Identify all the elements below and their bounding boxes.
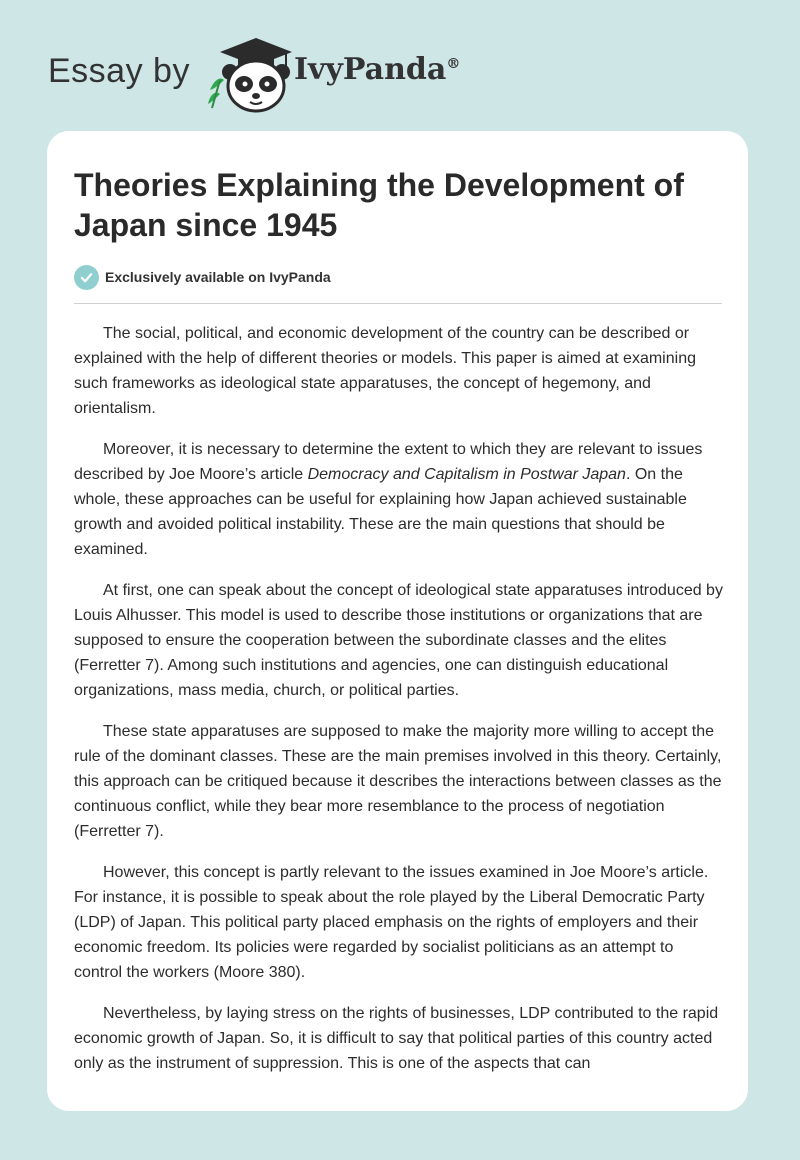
paragraph-1: The social, political, and economic development of the country can be described or explained with the help of different theories or models. This paper is aimed at examining such frameworks as ideological state apparatuses, the concept of hegemony, and orientalism.	[74, 325, 696, 417]
trademark-mark: ®	[446, 56, 461, 72]
check-circle-icon	[74, 265, 99, 290]
paragraph-4: These state apparatuses are supposed to make the majority more willing to accept the rule of the dominant classes. These are the main premises involved in this theory. Certainly, this approach can be critiqued because it describes the interactions between classes as the continuous conflict, while they bear more resemblance to the process of negotiation (Ferretter 7).	[74, 723, 722, 840]
paragraph-2-text-end: . On the whole, these approaches can be useful for explaining how Japan achieved sustainable growth and avoided political instability. These are the main questions that should be examined.	[74, 466, 687, 558]
article-title: Democracy and Capitalism in Postwar Japan	[307, 466, 626, 483]
essay-card	[47, 131, 748, 1111]
brand-name[interactable]	[294, 52, 460, 87]
paragraph-6: Nevertheless, by laying stress on the rights of businesses, LDP contributed to the rapid economic growth of Japan. So, it is difficult to say that political parties of this country acted only as the instrument of suppression. This is one of the aspects that can	[74, 1005, 719, 1072]
site-header	[0, 0, 800, 130]
exclusive-badge	[74, 264, 331, 290]
essay-body	[74, 321, 724, 1092]
paragraph-5: However, this concept is partly relevant to the issues examined in Joe Moore’s article. For instance, it is possible to speak about the role played by the Liberal Democratic Party (LDP) of Japan. This political party placed emphasis on the rights of employers and their economic freedom. Its policies were regarded by socialist politicians as an attempt to control the workers (Moore 380).	[74, 864, 709, 981]
brand-label: IvyPanda	[294, 52, 447, 87]
paragraph-2	[74, 437, 724, 562]
exclusive-badge-text: Exclusively available on IvyPanda	[105, 269, 331, 285]
essay-title: Theories Explaining the Development of Japan since 1945	[74, 167, 684, 243]
panda-graduate-icon	[200, 30, 292, 114]
paragraph-2-text-start: Moreover, it is necessary to determine the extent to which they are relevant to issues described by Joe Moore’s article	[74, 441, 703, 483]
essay-by-label: Essay by	[48, 52, 190, 90]
title-divider	[74, 303, 722, 304]
paragraph-3: At first, one can speak about the concept of ideological state apparatuses introduced by Louis Alhusser. This model is used to describe those institutions or organizations that are supposed to ensure the cooperation between the subordinate classes and the elites (Ferretter 7). Among such institutions and agencies, one can distinguish educational organizations, mass media, church, or political parties.	[74, 582, 723, 699]
